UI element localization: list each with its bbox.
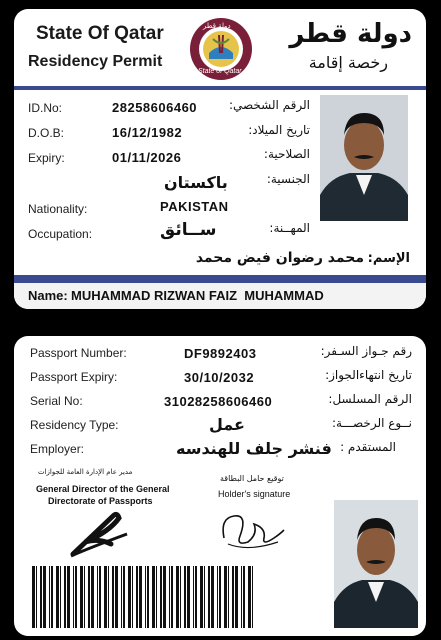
passport-label: Passport Number: (30, 346, 127, 360)
employer-label-ar: المستقدم : (340, 440, 396, 454)
barcode-bar (248, 566, 251, 628)
barcode-bar (121, 566, 122, 628)
portrait-back-icon (334, 500, 418, 628)
holder-signature-icon (218, 508, 288, 554)
dob-value: 16/12/1982 (112, 125, 183, 140)
title-ar: دولة قطر (289, 19, 412, 49)
holder-photo-back (334, 500, 418, 628)
name-label: Name: (28, 288, 68, 303)
barcode-bar (184, 566, 186, 628)
holder-signature-en: Holder's signature (218, 489, 291, 499)
director-ar: مدير عام الإدارة العامة للجوازات (38, 468, 133, 476)
portrait-icon (320, 95, 408, 221)
barcode-bar (152, 566, 155, 628)
expiry-label-ar: الصلاحية: (263, 147, 310, 161)
occupation-label: Occupation: (28, 227, 93, 241)
barcode-bar (112, 566, 114, 628)
barcode-bar (40, 566, 42, 628)
barcode-bar (97, 566, 98, 628)
employer-label: Employer: (30, 442, 85, 456)
barcode-bar (88, 566, 90, 628)
passport-expiry-label: Passport Expiry: (30, 370, 118, 384)
barcode-bar (60, 566, 61, 628)
barcode-bar (75, 566, 77, 628)
passport-expiry-label-ar: تاريخ انتهاءالجواز: (325, 368, 412, 382)
barcode-bar (132, 566, 133, 628)
barcode-bar (84, 566, 85, 628)
barcode-bar (36, 566, 37, 628)
name-value: MUHAMMAD RIZWAN FAIZ MUHAMMAD (71, 288, 324, 303)
holder-signature-ar: توقيع حامل البطاقة (220, 474, 284, 483)
residency-card-back (14, 336, 426, 636)
barcode-bar (104, 566, 107, 628)
barcode-bar (43, 566, 46, 628)
serial-label: Serial No: (30, 394, 83, 408)
barcode-bar (73, 566, 74, 628)
barcode-bar (145, 566, 146, 628)
barcode-bar (232, 566, 234, 628)
dob-label: D.O.B: (28, 126, 65, 140)
barcode-bar (176, 566, 179, 628)
residency-type-label: Residency Type: (30, 418, 119, 432)
director-en-line2: Directorate of Passports (48, 496, 153, 506)
barcode-bar (99, 566, 101, 628)
barcode-bar (211, 566, 214, 628)
barcode-bar (243, 566, 245, 628)
barcode-bar (204, 566, 205, 628)
barcode-bar (56, 566, 59, 628)
emblem-text-ar: دولة قطر (203, 22, 231, 30)
name-label-ar: الإسم: (367, 251, 410, 266)
qatar-emblem (189, 17, 253, 81)
barcode-bar (51, 566, 53, 628)
barcode-bar (136, 566, 138, 628)
barcode-bar (171, 566, 173, 628)
nationality-value: PAKISTAN (160, 199, 229, 214)
serial-label-ar: الرقم المسلسل: (328, 392, 412, 406)
barcode-bar (235, 566, 238, 628)
occupation-label-ar: المهــنة: (269, 221, 310, 235)
barcode-bar (187, 566, 190, 628)
barcode-bar (49, 566, 50, 628)
director-en-line1: General Director of the General (36, 484, 170, 494)
barcode-bar (180, 566, 181, 628)
holder-photo-front (320, 95, 408, 221)
id-label-ar: الرقم الشخصي: (228, 98, 310, 112)
barcode-bar (195, 566, 197, 628)
barcode-bar (123, 566, 125, 628)
barcode-bar (91, 566, 94, 628)
barcode-bar (32, 566, 35, 628)
name-row (14, 283, 426, 309)
barcode-bar (64, 566, 66, 628)
name-value-ar: محمد رضوان فيض محمد (195, 250, 364, 266)
barcode (30, 566, 260, 628)
passport-expiry-value: 30/10/2032 (184, 370, 255, 385)
nationality-value-ar: باكستان (164, 173, 228, 192)
barcode-bar (193, 566, 194, 628)
name-band (14, 275, 426, 283)
barcode-bar (139, 566, 142, 628)
barcode-bar (252, 566, 253, 628)
barcode-bar (163, 566, 166, 628)
barcode-bar (228, 566, 229, 628)
barcode-bar (208, 566, 210, 628)
barcode-bar (67, 566, 70, 628)
director-signature-icon (69, 508, 129, 560)
id-label: ID.No: (28, 101, 63, 115)
barcode-bar (156, 566, 157, 628)
barcode-bar (115, 566, 118, 628)
barcode-icon (30, 566, 260, 628)
barcode-bar (147, 566, 149, 628)
barcode-bar (217, 566, 218, 628)
barcode-bar (200, 566, 203, 628)
nationality-label-ar: الجنسية: (266, 172, 310, 186)
dob-label-ar: تاريخ الميلاد: (248, 123, 310, 137)
serial-value: 31028258606460 (164, 394, 273, 409)
header-band (14, 86, 426, 90)
barcode-bar (160, 566, 162, 628)
occupation-value-ar: ســائق (160, 220, 217, 240)
id-value: 28258606460 (112, 100, 198, 115)
barcode-bar (108, 566, 109, 628)
nationality-label: Nationality: (28, 202, 88, 216)
residency-type-label-ar: نــوع الرخصـــة: (331, 416, 412, 430)
barcode-bar (128, 566, 131, 628)
residency-type-value-ar: عمل (209, 415, 245, 434)
barcode-bar (219, 566, 221, 628)
residency-card-front (14, 9, 426, 309)
emblem-text-en: State of Qatar (198, 68, 242, 75)
passport-value: DF9892403 (184, 346, 257, 361)
title-en: State Of Qatar (36, 23, 164, 44)
subtitle-ar: رخصة إقامة (308, 53, 388, 72)
subtitle-en: Residency Permit (28, 53, 163, 70)
barcode-bar (241, 566, 242, 628)
expiry-value: 01/11/2026 (112, 150, 182, 165)
barcode-bar (224, 566, 227, 628)
passport-label-ar: رقم جـواز السـفر: (320, 344, 412, 358)
barcode-bar (169, 566, 170, 628)
employer-value-ar: فنشر جلف للهندسه (176, 439, 332, 458)
barcode-bar (80, 566, 83, 628)
expiry-label: Expiry: (28, 151, 65, 165)
